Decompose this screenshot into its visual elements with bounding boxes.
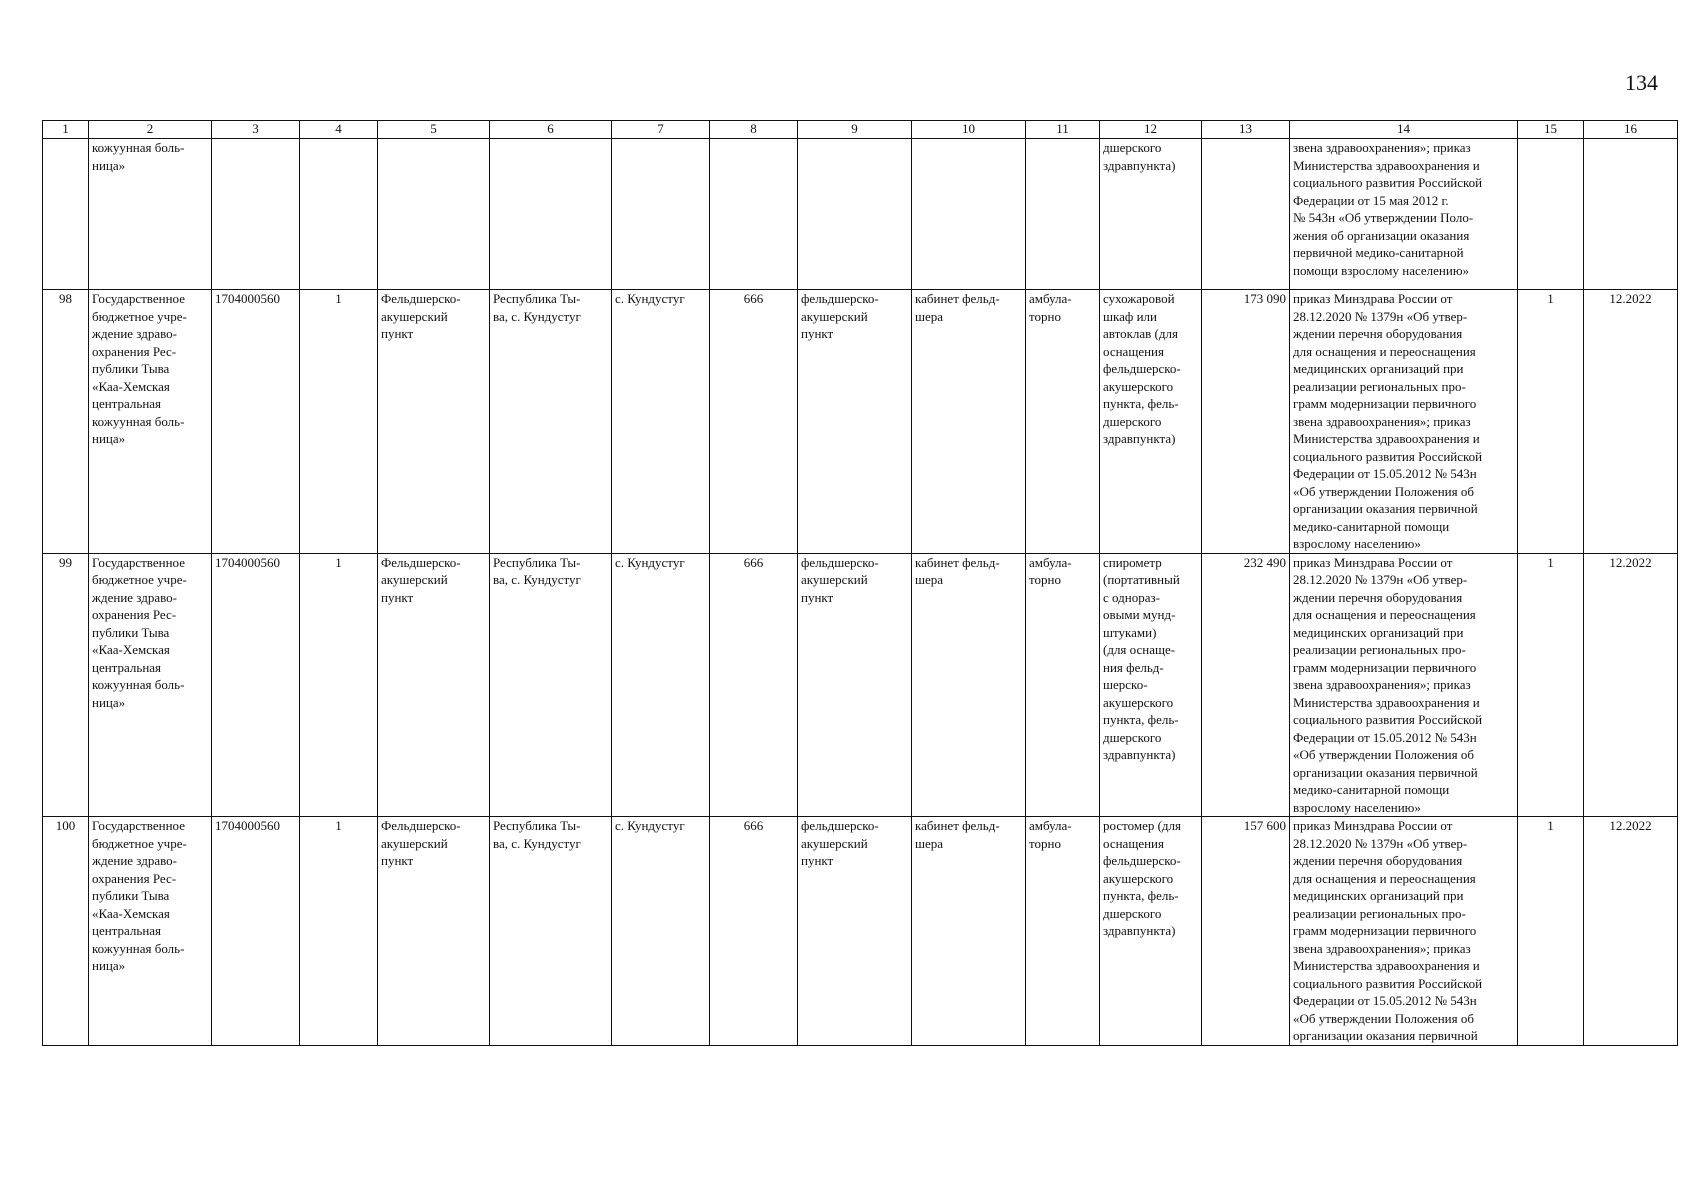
column-header: 16 [1584, 121, 1678, 139]
column-header: 9 [798, 121, 912, 139]
table-cell [612, 139, 710, 290]
address-cell: Республика Ты- ва, с. Кундустуг [490, 553, 612, 817]
inn-cell: 1704000560 [212, 290, 300, 554]
column-header: 1 [43, 121, 89, 139]
column-header: 13 [1202, 121, 1290, 139]
table-cell [1518, 139, 1584, 290]
date-cell: 12.2022 [1584, 290, 1678, 554]
care-mode-cell: амбула- торно [1026, 553, 1100, 817]
table-cell [1026, 139, 1100, 290]
price-cell: 157 600 [1202, 817, 1290, 1046]
table-cell: кожуунная боль- ница» [89, 139, 212, 290]
price-cell: 232 490 [1202, 553, 1290, 817]
date-cell: 12.2022 [1584, 817, 1678, 1046]
table-cell [1202, 139, 1290, 290]
column-header: 4 [300, 121, 378, 139]
facility-type-cell: Фельдшерско- акушерский пункт [378, 290, 490, 554]
table-cell: звена здравоохранения»; приказ Министерства здравоохранения и социального развития Российской Федерации от 15 мая 2012 г. № 543н «Об утверждении Поло- жения об организации оказания первичной медико-санитарной помощи взрослому населению» [1290, 139, 1518, 290]
table-cell [710, 139, 798, 290]
population-cell: 666 [710, 817, 798, 1046]
column-header: 10 [912, 121, 1026, 139]
facility-type-cell: Фельдшерско- акушерский пункт [378, 817, 490, 1046]
row-number-cell: 99 [43, 553, 89, 817]
table-cell: 1 [300, 290, 378, 554]
population-cell: 666 [710, 290, 798, 554]
inn-cell: 1704000560 [212, 553, 300, 817]
unit-cell: фельдшерско- акушерский пункт [798, 817, 912, 1046]
table-cell: дшерского здравпункта) [1100, 139, 1202, 290]
column-header: 2 [89, 121, 212, 139]
continuation-row [43, 139, 1678, 290]
column-number-header-row [43, 121, 1678, 139]
column-header: 15 [1518, 121, 1584, 139]
date-cell: 12.2022 [1584, 553, 1678, 817]
room-cell: кабинет фельд- шера [912, 817, 1026, 1046]
quantity-cell: 1 [1518, 553, 1584, 817]
regulation-cell: приказ Минздрава России от 28.12.2020 № 1379н «Об утвер- ждении перечня оборудования для оснащения и переоснащения медицинских организаций при реализации региональных про- грамм модернизации первичного звена здравоохранения»; приказ Министерства здравоохранения и социального развития Российской Федерации от 15.05.2012 № 543н «Об утверждении Положения об организации оказания первичной медико-санитарной помощи взрослому населению» [1290, 553, 1518, 817]
column-header: 12 [1100, 121, 1202, 139]
page-number: 134 [1625, 70, 1658, 95]
table-cell [912, 139, 1026, 290]
unit-cell: фельдшерско- акушерский пункт [798, 553, 912, 817]
equipment-table [42, 120, 1678, 1046]
quantity-cell: 1 [1518, 290, 1584, 554]
table-cell: 1 [300, 553, 378, 817]
care-mode-cell: амбула- торно [1026, 290, 1100, 554]
equipment-cell: ростомер (для оснащения фельдшерско- акушерского пункта, фель- дшерского здравпункта) [1100, 817, 1202, 1046]
column-header: 14 [1290, 121, 1518, 139]
regulation-cell: приказ Минздрава России от 28.12.2020 № 1379н «Об утвер- ждении перечня оборудования для оснащения и переоснащения медицинских организаций при реализации региональных про- грамм модернизации первичного звена здравоохранения»; приказ Министерства здравоохранения и социального развития Российской Федерации от 15.05.2012 № 543н «Об утверждении Положения об организации оказания первичной [1290, 817, 1518, 1046]
regulation-cell: приказ Минздрава России от 28.12.2020 № 1379н «Об утвер- ждении перечня оборудования для оснащения и переоснащения медицинских организаций при реализации региональных про- грамм модернизации первичного звена здравоохранения»; приказ Министерства здравоохранения и социального развития Российской Федерации от 15.05.2012 № 543н «Об утверждении Положения об организации оказания первичной медико-санитарной помощи взрослому населению» [1290, 290, 1518, 554]
column-header: 5 [378, 121, 490, 139]
column-header: 8 [710, 121, 798, 139]
column-header: 11 [1026, 121, 1100, 139]
organization-cell: Государственное бюджетное учре- ждение здраво- охранения Рес- публики Тыва «Каа-Хемская центральная кожуунная боль- ница» [89, 817, 212, 1046]
equipment-table-container [42, 120, 1677, 1046]
population-cell: 666 [710, 553, 798, 817]
settlement-cell: с. Кундустуг [612, 290, 710, 554]
table-cell [1584, 139, 1678, 290]
organization-cell: Государственное бюджетное учре- ждение здраво- охранения Рес- публики Тыва «Каа-Хемская центральная кожуунная боль- ница» [89, 553, 212, 817]
quantity-cell: 1 [1518, 817, 1584, 1046]
table-row [43, 290, 1678, 554]
unit-cell: фельдшерско- акушерский пункт [798, 290, 912, 554]
settlement-cell: с. Кундустуг [612, 553, 710, 817]
inn-cell: 1704000560 [212, 817, 300, 1046]
organization-cell: Государственное бюджетное учре- ждение здраво- охранения Рес- публики Тыва «Каа-Хемская центральная кожуунная боль- ница» [89, 290, 212, 554]
table-cell [490, 139, 612, 290]
table-cell [798, 139, 912, 290]
row-number-cell: 98 [43, 290, 89, 554]
column-header: 7 [612, 121, 710, 139]
column-header: 3 [212, 121, 300, 139]
facility-type-cell: Фельдшерско- акушерский пункт [378, 553, 490, 817]
table-cell: 1 [300, 817, 378, 1046]
column-header: 6 [490, 121, 612, 139]
room-cell: кабинет фельд- шера [912, 290, 1026, 554]
table-cell [378, 139, 490, 290]
address-cell: Республика Ты- ва, с. Кундустуг [490, 817, 612, 1046]
care-mode-cell: амбула- торно [1026, 817, 1100, 1046]
table-cell [43, 139, 89, 290]
table-cell [300, 139, 378, 290]
equipment-cell: спирометр (портативный с однораз- овыми мунд- штуками) (для оснаще- ния фельд- шерско- акушерского пункта, фель- дшерского здравпункта) [1100, 553, 1202, 817]
table-row [43, 553, 1678, 817]
table-row [43, 817, 1678, 1046]
address-cell: Республика Ты- ва, с. Кундустуг [490, 290, 612, 554]
table-cell [212, 139, 300, 290]
settlement-cell: с. Кундустуг [612, 817, 710, 1046]
row-number-cell: 100 [43, 817, 89, 1046]
price-cell: 173 090 [1202, 290, 1290, 554]
equipment-cell: сухожаровой шкаф или автоклав (для оснащения фельдшерско- акушерского пункта, фель- дшерского здравпункта) [1100, 290, 1202, 554]
room-cell: кабинет фельд- шера [912, 553, 1026, 817]
